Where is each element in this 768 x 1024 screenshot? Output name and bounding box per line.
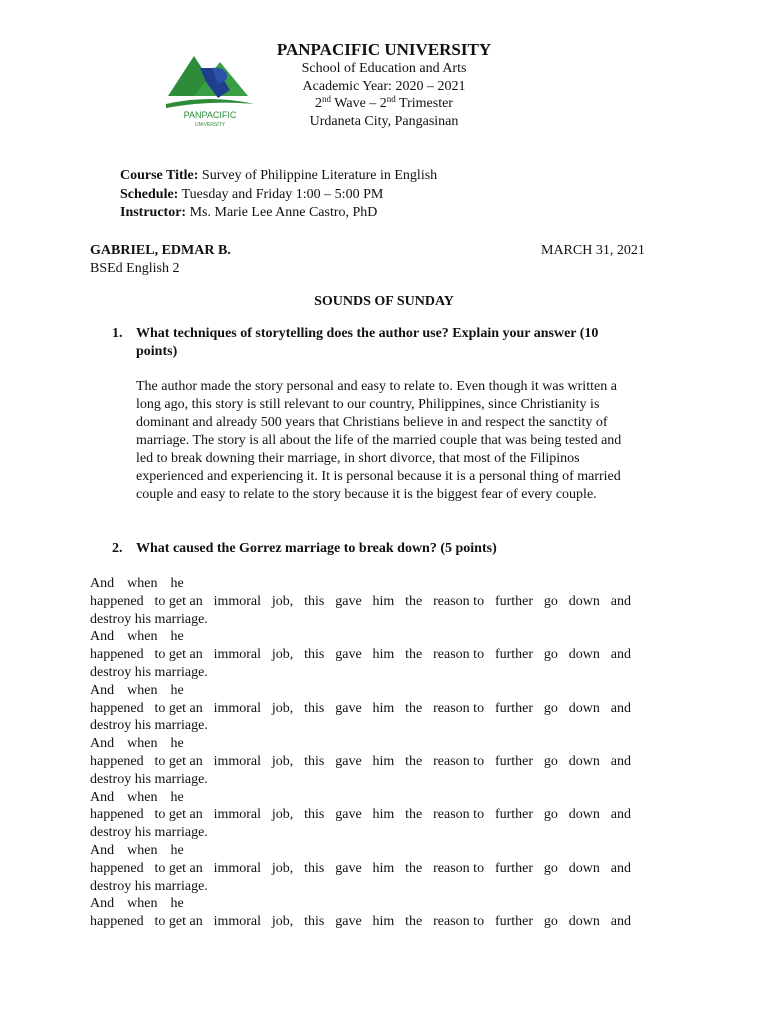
answer-word: happened	[90, 647, 144, 663]
wave-suffix: nd	[322, 94, 332, 104]
wave-text: Wave –	[331, 96, 380, 111]
answer-word: And	[90, 576, 115, 591]
answer-word: he	[170, 629, 184, 645]
university-name: PANPACIFIC UNIVERSITY	[276, 40, 492, 59]
answer-word: him	[372, 860, 395, 876]
answer-word: this	[304, 807, 325, 823]
answer-word: happened	[90, 700, 144, 716]
answer-word: the	[405, 807, 423, 823]
answer-word: reason to	[433, 807, 485, 823]
answer-word: down	[568, 860, 600, 876]
answer-word: immoral	[213, 914, 262, 930]
answer-word: when	[127, 682, 158, 698]
answer-line: dominant and already 500 years that Christians believe in and respect the sanctity of	[136, 415, 608, 430]
answer-word: immoral	[213, 700, 262, 716]
answer-line: destroy his marriage.	[90, 771, 208, 787]
answer-word: And	[90, 682, 115, 698]
course-title-value: Survey of Philippine Literature in English	[198, 168, 438, 183]
answer-1	[136, 378, 660, 504]
logo-swoosh	[166, 99, 254, 108]
answer-word: and	[610, 647, 631, 663]
schedule-label: Schedule:	[120, 186, 179, 202]
answer-word: this	[304, 593, 325, 609]
answer-word: go	[543, 914, 558, 930]
question-text: What techniques of storytelling does the author use? Explain your answer (10 points)	[136, 326, 599, 359]
answer-word: go	[543, 700, 558, 716]
answer-word: reason to	[433, 753, 485, 769]
answer-word: the	[405, 860, 423, 876]
answer-word: down	[568, 753, 600, 769]
answer-word: reason to	[433, 647, 485, 663]
answer-word: to get an	[154, 647, 203, 663]
location: Urdaneta City, Pangasinan	[309, 113, 459, 129]
answer-line: destroy his marriage.	[90, 718, 208, 734]
answer-word: down	[568, 593, 600, 609]
answer-line: experienced and experiencing it. It is personal because it is a personal thing of married	[136, 469, 621, 484]
answer-line	[90, 789, 631, 807]
answer-word: reason to	[433, 860, 485, 876]
answer-word: immoral	[213, 647, 262, 663]
answer-word: happened	[90, 914, 144, 930]
answer-word: reason to	[433, 700, 485, 716]
answer-word: he	[170, 736, 184, 752]
answer-word: further	[494, 593, 534, 609]
answer-word: happened	[90, 593, 144, 609]
answer-word: immoral	[213, 860, 262, 876]
logo-text-university: UNIVERSITY	[194, 122, 226, 128]
answer-word: immoral	[213, 753, 262, 769]
answer-word: the	[405, 753, 423, 769]
answer-word: to get an	[154, 860, 203, 876]
answer-line: couple and easy to relate to the story because it is the biggest fear of every couple.	[136, 487, 597, 502]
answer-line	[90, 575, 631, 593]
answer-word: this	[304, 860, 325, 876]
answer-line: destroy his marriage.	[90, 878, 208, 894]
question-1	[112, 325, 636, 361]
answer-line: The author made the story personal and easy to relate to. Even though it was written a	[136, 379, 617, 394]
answer-word: to get an	[154, 593, 203, 609]
question-number: 2.	[112, 541, 123, 556]
answer-word: he	[170, 789, 184, 805]
answer-word: him	[372, 647, 395, 663]
answer-line	[90, 806, 631, 824]
answer-line: led to break downing their marriage, in short divorce, that most of the Filipinos	[136, 451, 580, 466]
answer-word: go	[543, 753, 558, 769]
answer-word: to get an	[154, 700, 203, 716]
answer-word: job,	[271, 593, 294, 609]
answer-word: when	[127, 842, 158, 858]
answer-line	[90, 646, 631, 664]
answer-word: further	[494, 753, 534, 769]
answer-line	[90, 913, 631, 931]
trimester-text: Trimester	[395, 96, 453, 111]
answer-word: and	[610, 753, 631, 769]
answer-word: down	[568, 914, 600, 930]
academic-year: Academic Year: 2020 – 2021	[302, 78, 466, 94]
answer-word: further	[494, 914, 534, 930]
answer-word: the	[405, 700, 423, 716]
answer-word: go	[543, 860, 558, 876]
answer-word: when	[127, 576, 158, 591]
trimester-number: 2	[379, 96, 387, 111]
answer-word: happened	[90, 753, 144, 769]
answer-word: he	[170, 682, 184, 698]
wave-trimester	[250, 95, 518, 113]
answer-word: happened	[90, 860, 144, 876]
student-info	[90, 242, 231, 278]
course-info	[120, 167, 437, 223]
answer-word: down	[568, 700, 600, 716]
answer-word: And	[90, 896, 115, 912]
answer-word: And	[90, 789, 115, 805]
answer-word: gave	[335, 700, 362, 716]
trimester-suffix: nd	[386, 94, 396, 104]
answer-line	[90, 735, 631, 753]
answer-word: go	[543, 593, 558, 609]
answer-line	[90, 842, 631, 860]
answer-word: him	[372, 753, 395, 769]
answer-line	[90, 895, 631, 913]
answer-word: further	[494, 807, 534, 823]
answer-line	[90, 682, 631, 700]
answer-word: go	[543, 807, 558, 823]
answer-line: marriage. The story is all about the life of the married couple that was being tested and	[136, 433, 622, 448]
logo-text-panpacific: PANPACIFIC	[183, 110, 237, 120]
answer-word: happened	[90, 807, 144, 823]
answer-word: job,	[271, 700, 294, 716]
answer-word: gave	[335, 914, 362, 930]
answer-word: down	[568, 647, 600, 663]
answer-line	[90, 753, 631, 771]
answer-word: gave	[335, 593, 362, 609]
answer-line	[90, 593, 631, 611]
answer-line	[90, 860, 631, 878]
answer-word: job,	[271, 860, 294, 876]
answer-word: he	[170, 896, 184, 912]
answer-word: gave	[335, 807, 362, 823]
document-title: SOUNDS OF SUNDAY	[314, 294, 454, 309]
answer-word: this	[304, 647, 325, 663]
course-title-row	[120, 167, 437, 186]
question-2	[112, 540, 636, 558]
answer-word: he	[170, 842, 184, 858]
answer-word: and	[610, 807, 631, 823]
schedule-row	[120, 186, 437, 205]
answer-line: destroy his marriage.	[90, 611, 208, 627]
student-program: BSEd English 2	[90, 261, 180, 276]
answer-word: reason to	[433, 593, 485, 609]
answer-line: long ago, this story is still relevant to our country, Philippines, since Christianity is	[136, 397, 600, 412]
answer-word: reason to	[433, 914, 485, 930]
answer-word: to get an	[154, 914, 203, 930]
schedule-value: Tuesday and Friday 1:00 – 5:00 PM	[178, 186, 384, 202]
answer-word: he	[170, 576, 184, 591]
answer-2	[90, 575, 631, 931]
answer-word: gave	[335, 860, 362, 876]
answer-line: destroy his marriage.	[90, 825, 208, 841]
answer-word: job,	[271, 914, 294, 930]
answer-word: and	[610, 700, 631, 716]
submission-date: MARCH 31, 2021	[541, 243, 645, 258]
answer-word: him	[372, 807, 395, 823]
answer-word: immoral	[213, 807, 262, 823]
answer-word: when	[127, 789, 158, 805]
answer-line: destroy his marriage.	[90, 664, 208, 680]
answer-word: job,	[271, 807, 294, 823]
answer-word: this	[304, 914, 325, 930]
answer-word: And	[90, 842, 115, 858]
answer-word: gave	[335, 647, 362, 663]
student-name: GABRIEL, EDMAR B.	[90, 243, 231, 258]
answer-word: to get an	[154, 753, 203, 769]
answer-word: the	[405, 647, 423, 663]
answer-word: down	[568, 807, 600, 823]
answer-word: him	[372, 593, 395, 609]
instructor-value: Ms. Marie Lee Anne Castro, PhD	[186, 205, 378, 220]
course-title-label: Course Title:	[120, 168, 199, 183]
answer-word: job,	[271, 753, 294, 769]
answer-word: him	[372, 914, 395, 930]
answer-word: this	[304, 753, 325, 769]
instructor-row	[120, 204, 437, 223]
question-number: 1.	[112, 326, 123, 341]
answer-word: and	[610, 593, 631, 609]
instructor-label: Instructor:	[120, 205, 187, 220]
wave-number: 2	[315, 96, 323, 111]
answer-word: gave	[335, 753, 362, 769]
answer-word: the	[405, 593, 423, 609]
answer-word: and	[610, 914, 631, 930]
answer-word: go	[543, 647, 558, 663]
answer-word: And	[90, 629, 115, 645]
university-logo	[160, 46, 260, 130]
answer-word: and	[610, 860, 631, 876]
answer-word: job,	[271, 647, 294, 663]
answer-word: to get an	[154, 807, 203, 823]
answer-word: this	[304, 700, 325, 716]
answer-word: when	[127, 736, 158, 752]
answer-word: the	[405, 914, 423, 930]
answer-word: him	[372, 700, 395, 716]
question-text: What caused the Gorrez marriage to break down? (5 points)	[136, 541, 497, 556]
letterhead	[250, 40, 518, 130]
answer-line	[90, 628, 631, 646]
answer-word: immoral	[213, 593, 262, 609]
answer-word: further	[494, 647, 534, 663]
school-name: School of Education and Arts	[301, 61, 467, 76]
answer-word: when	[127, 629, 158, 645]
answer-word: further	[494, 860, 534, 876]
answer-word: when	[127, 896, 158, 912]
answer-line	[90, 700, 631, 718]
answer-word: And	[90, 736, 115, 752]
answer-word: further	[494, 700, 534, 716]
